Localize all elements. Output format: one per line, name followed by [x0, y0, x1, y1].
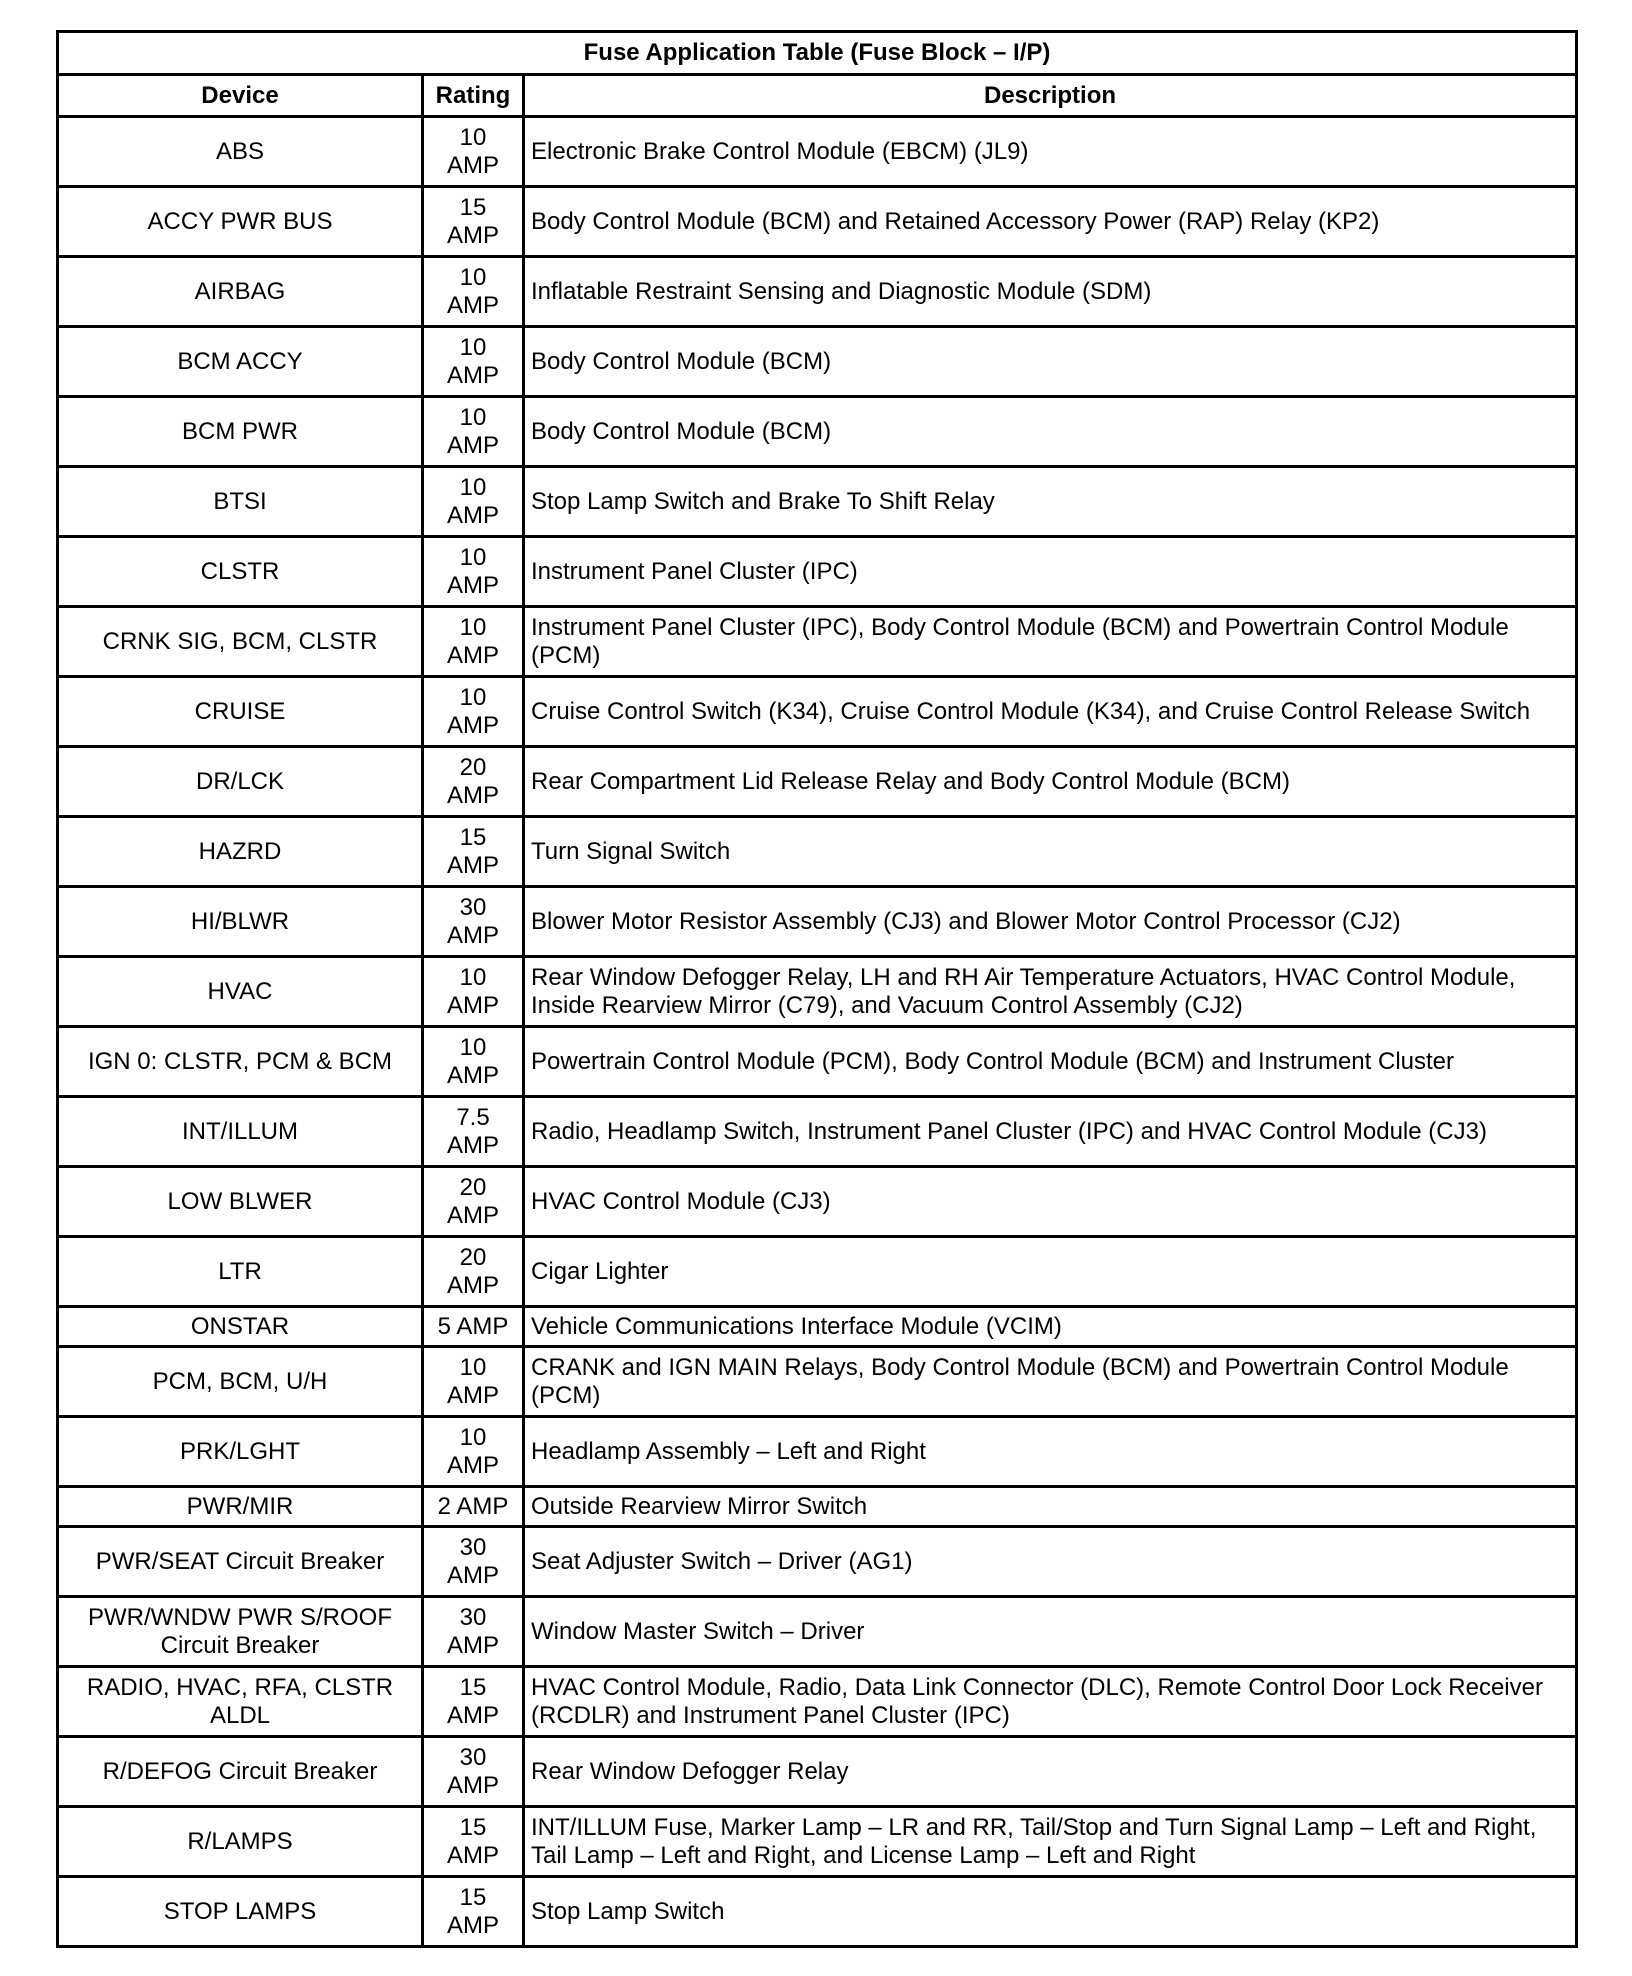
table-row: [58, 187, 1577, 257]
table-row: [58, 677, 1577, 747]
description-cell: Stop Lamp Switch and Brake To Shift Relay: [524, 467, 1577, 537]
rating-value: 10: [459, 333, 487, 361]
table-row: [58, 817, 1577, 887]
table-row: [58, 1807, 1577, 1877]
header-rating: Rating: [423, 75, 524, 117]
rating-value: AMP: [446, 641, 499, 669]
rating-value: AMP: [446, 1201, 499, 1229]
table-row: [58, 257, 1577, 327]
table-row: [58, 467, 1577, 537]
rating-value: 30: [459, 1533, 487, 1561]
rating-cell: [423, 537, 524, 607]
description-cell: Instrument Panel Cluster (IPC), Body Control Module (BCM) and Powertrain Control Module (PCM): [524, 607, 1577, 677]
device-name: LTR: [218, 1257, 262, 1285]
rating-value: 10: [459, 683, 487, 711]
rating-cell: [423, 1807, 524, 1877]
description-cell: Radio, Headlamp Switch, Instrument Panel Cluster (IPC) and HVAC Control Module (CJ3): [524, 1097, 1577, 1167]
rating-cell: [423, 957, 524, 1027]
description-cell: Seat Adjuster Switch – Driver (AG1): [524, 1527, 1577, 1597]
description-cell: Instrument Panel Cluster (IPC): [524, 537, 1577, 607]
device-name: R/LAMPS: [187, 1827, 293, 1855]
description-cell: Blower Motor Resistor Assembly (CJ3) and Blower Motor Control Processor (CJ2): [524, 887, 1577, 957]
rating-value: 20: [459, 1243, 487, 1271]
device-name: CRUISE: [194, 697, 286, 725]
description-cell: Electronic Brake Control Module (EBCM) (JL9): [524, 117, 1577, 187]
rating-value: 10: [459, 963, 487, 991]
rating-cell: [423, 327, 524, 397]
rating-cell: [423, 1487, 524, 1527]
device-cell: [58, 817, 423, 887]
device-name: BCM ACCY: [177, 347, 303, 375]
rating-value: AMP: [446, 151, 499, 179]
description-cell: Rear Window Defogger Relay: [524, 1737, 1577, 1807]
rating-value: 30: [459, 1603, 487, 1631]
rating-value: AMP: [446, 361, 499, 389]
device-cell: [58, 1737, 423, 1807]
device-cell: [58, 257, 423, 327]
device-cell: [58, 957, 423, 1027]
description-cell: Rear Compartment Lid Release Relay and Body Control Module (BCM): [524, 747, 1577, 817]
rating-value: AMP: [446, 851, 499, 879]
header-device: Device: [58, 75, 423, 117]
table-row: [58, 1307, 1577, 1347]
description-cell: HVAC Control Module, Radio, Data Link Connector (DLC), Remote Control Door Lock Receiver (RCDLR) and Instrument Panel Cluster (IPC): [524, 1667, 1577, 1737]
device-name: ABS: [215, 137, 265, 165]
rating-cell: [423, 1347, 524, 1417]
device-cell: [58, 327, 423, 397]
description-cell: Stop Lamp Switch: [524, 1877, 1577, 1947]
device-cell: [58, 1597, 423, 1667]
rating-cell: [423, 1527, 524, 1597]
rating-value: 7.5: [456, 1103, 490, 1131]
description-cell: Turn Signal Switch: [524, 817, 1577, 887]
rating-value: 15: [459, 1883, 487, 1911]
rating-value: 10: [459, 473, 487, 501]
rating-value: 30: [459, 893, 487, 921]
device-cell: [58, 1307, 423, 1347]
device-cell: [58, 467, 423, 537]
rating-value: AMP: [446, 1841, 499, 1869]
rating-cell: [423, 747, 524, 817]
table-row: [58, 1667, 1577, 1737]
rating-value: 30: [459, 1743, 487, 1771]
device-name: AIRBAG: [194, 277, 286, 305]
description-cell: CRANK and IGN MAIN Relays, Body Control Module (BCM) and Powertrain Control Module (PCM): [524, 1347, 1577, 1417]
rating-value: 10: [459, 1033, 487, 1061]
rating-value: AMP: [446, 571, 499, 599]
device-cell: [58, 1527, 423, 1597]
rating-value: 10: [459, 543, 487, 571]
table-row: [58, 117, 1577, 187]
rating-value: 10: [459, 263, 487, 291]
rating-value: AMP: [446, 1771, 499, 1799]
description-cell: Cruise Control Switch (K34), Cruise Control Module (K34), and Cruise Control Release Switch: [524, 677, 1577, 747]
device-cell: [58, 1027, 423, 1097]
device-name: STOP LAMPS: [163, 1897, 317, 1925]
device-cell: [58, 1237, 423, 1307]
device-name: Circuit Breaker: [160, 1631, 320, 1659]
device-name: PRK/LGHT: [179, 1437, 301, 1465]
rating-cell: [423, 187, 524, 257]
rating-value: 2 AMP: [437, 1492, 509, 1520]
description-cell: Window Master Switch – Driver: [524, 1597, 1577, 1667]
rating-value: AMP: [446, 291, 499, 319]
rating-cell: [423, 1167, 524, 1237]
device-name: PWR/WNDW PWR S/ROOF: [88, 1603, 392, 1631]
description-cell: Cigar Lighter: [524, 1237, 1577, 1307]
table-row: [58, 1597, 1577, 1667]
description-cell: Rear Window Defogger Relay, LH and RH Air Temperature Actuators, HVAC Control Module, Inside Rearview Mirror (C79), and Vacuum Control Assembly (CJ2): [524, 957, 1577, 1027]
table-row: [58, 537, 1577, 607]
device-name: ONSTAR: [190, 1312, 290, 1340]
table-row: [58, 607, 1577, 677]
device-name: ACCY PWR BUS: [147, 207, 333, 235]
device-name: PWR/SEAT Circuit Breaker: [95, 1547, 385, 1575]
device-name: HI/BLWR: [190, 907, 290, 935]
rating-cell: [423, 1877, 524, 1947]
device-name: HVAC: [207, 977, 273, 1005]
description-cell: HVAC Control Module (CJ3): [524, 1167, 1577, 1237]
table-row: [58, 1487, 1577, 1527]
rating-value: AMP: [446, 221, 499, 249]
rating-value: AMP: [446, 1131, 499, 1159]
device-name: INT/ILLUM: [181, 1117, 298, 1145]
rating-value: 15: [459, 1673, 487, 1701]
device-cell: [58, 1877, 423, 1947]
rating-cell: [423, 1597, 524, 1667]
description-cell: Vehicle Communications Interface Module (VCIM): [524, 1307, 1577, 1347]
device-name: PCM, BCM, U/H: [152, 1367, 328, 1395]
rating-value: AMP: [446, 921, 499, 949]
device-cell: [58, 677, 423, 747]
rating-value: AMP: [446, 711, 499, 739]
rating-cell: [423, 607, 524, 677]
device-name: BTSI: [213, 487, 267, 515]
table-row: [58, 327, 1577, 397]
description-cell: Body Control Module (BCM): [524, 397, 1577, 467]
rating-value: 20: [459, 753, 487, 781]
table-row: [58, 957, 1577, 1027]
rating-value: AMP: [446, 501, 499, 529]
device-cell: [58, 1167, 423, 1237]
description-cell: Body Control Module (BCM): [524, 327, 1577, 397]
table-row: [58, 1347, 1577, 1417]
description-cell: Inflatable Restraint Sensing and Diagnostic Module (SDM): [524, 257, 1577, 327]
device-name: R/DEFOG Circuit Breaker: [102, 1757, 378, 1785]
rating-value: AMP: [446, 991, 499, 1019]
rating-value: 5 AMP: [437, 1312, 509, 1340]
table-row: [58, 397, 1577, 467]
device-cell: [58, 887, 423, 957]
rating-cell: [423, 677, 524, 747]
device-cell: [58, 397, 423, 467]
device-cell: [58, 747, 423, 817]
description-cell: Body Control Module (BCM) and Retained Accessory Power (RAP) Relay (KP2): [524, 187, 1577, 257]
rating-cell: [423, 467, 524, 537]
table-row: [58, 1877, 1577, 1947]
description-cell: Powertrain Control Module (PCM), Body Control Module (BCM) and Instrument Cluster: [524, 1027, 1577, 1097]
device-name: PWR/MIR: [186, 1492, 294, 1520]
table-row: [58, 1237, 1577, 1307]
rating-value: AMP: [446, 1631, 499, 1659]
device-name: BCM PWR: [182, 417, 298, 445]
table-body: [58, 117, 1577, 1947]
device-name: IGN 0: CLSTR, PCM & BCM: [87, 1047, 393, 1075]
rating-value: AMP: [446, 1271, 499, 1299]
rating-cell: [423, 397, 524, 467]
rating-value: AMP: [446, 1701, 499, 1729]
rating-cell: [423, 887, 524, 957]
table-title: Fuse Application Table (Fuse Block – I/P): [58, 32, 1577, 75]
rating-value: AMP: [446, 1381, 499, 1409]
rating-value: AMP: [446, 1061, 499, 1089]
device-cell: [58, 1667, 423, 1737]
device-name: CRNK SIG, BCM, CLSTR: [102, 627, 378, 655]
rating-value: 15: [459, 1813, 487, 1841]
table-row: [58, 1027, 1577, 1097]
description-cell: Outside Rearview Mirror Switch: [524, 1487, 1577, 1527]
device-cell: [58, 1417, 423, 1487]
rating-value: 10: [459, 613, 487, 641]
device-cell: [58, 607, 423, 677]
device-name: LOW BLWER: [167, 1187, 313, 1215]
rating-cell: [423, 1667, 524, 1737]
device-cell: [58, 1347, 423, 1417]
rating-cell: [423, 1417, 524, 1487]
device-cell: [58, 537, 423, 607]
rating-value: 10: [459, 123, 487, 151]
device-cell: [58, 1487, 423, 1527]
device-name: HAZRD: [198, 837, 282, 865]
device-name: RADIO, HVAC, RFA, CLSTR: [86, 1673, 394, 1701]
rating-cell: [423, 1307, 524, 1347]
rating-value: AMP: [446, 1451, 499, 1479]
rating-value: 10: [459, 1423, 487, 1451]
table-row: [58, 1167, 1577, 1237]
table-row: [58, 1527, 1577, 1597]
rating-value: 10: [459, 1353, 487, 1381]
rating-cell: [423, 1737, 524, 1807]
rating-value: 10: [459, 403, 487, 431]
table-row: [58, 887, 1577, 957]
rating-cell: [423, 1237, 524, 1307]
description-cell: Headlamp Assembly – Left and Right: [524, 1417, 1577, 1487]
rating-value: AMP: [446, 1911, 499, 1939]
table-row: [58, 1417, 1577, 1487]
table-row: [58, 1097, 1577, 1167]
description-cell: INT/ILLUM Fuse, Marker Lamp – LR and RR, Tail/Stop and Turn Signal Lamp – Left and Right, Tail Lamp – Left and Right, and License Lamp – Left and Right: [524, 1807, 1577, 1877]
fuse-application-table: [56, 30, 1578, 1948]
device-cell: [58, 117, 423, 187]
rating-cell: [423, 817, 524, 887]
table-row: [58, 747, 1577, 817]
rating-cell: [423, 1097, 524, 1167]
device-cell: [58, 1807, 423, 1877]
device-name: ALDL: [209, 1701, 271, 1729]
device-cell: [58, 187, 423, 257]
table-row: [58, 1737, 1577, 1807]
device-name: DR/LCK: [195, 767, 285, 795]
rating-cell: [423, 117, 524, 187]
rating-value: AMP: [446, 1561, 499, 1589]
rating-cell: [423, 257, 524, 327]
rating-value: 15: [459, 823, 487, 851]
rating-value: 20: [459, 1173, 487, 1201]
rating-value: AMP: [446, 781, 499, 809]
rating-value: AMP: [446, 431, 499, 459]
header-description: Description: [524, 75, 1577, 117]
device-cell: [58, 1097, 423, 1167]
rating-cell: [423, 1027, 524, 1097]
device-name: CLSTR: [200, 557, 280, 585]
rating-value: 15: [459, 193, 487, 221]
